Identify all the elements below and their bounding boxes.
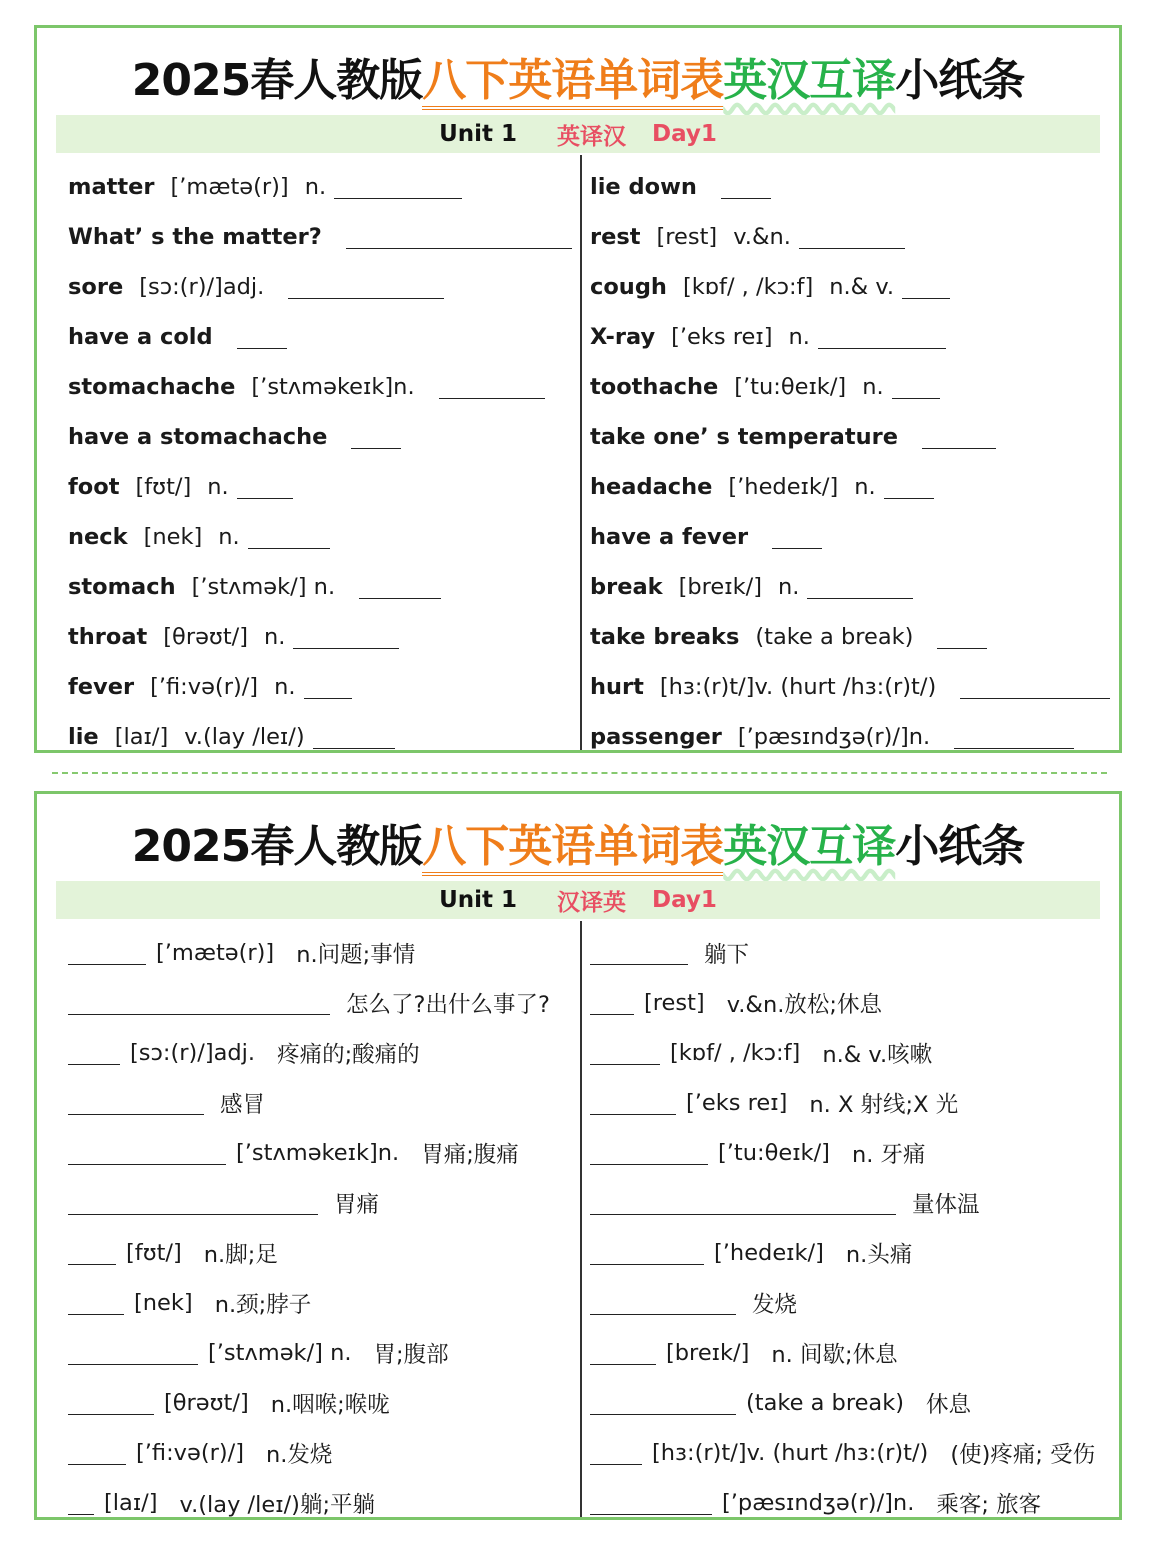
phonetic: [’hedeɪk/]	[728, 474, 839, 500]
phonetic: [rest]	[644, 990, 705, 1016]
answer-blank[interactable]	[590, 1392, 736, 1415]
phonetic: [’mætə(r)]	[156, 940, 275, 966]
chinese-meaning: 胃痛	[334, 1192, 380, 1218]
answer-blank[interactable]	[590, 1292, 736, 1315]
phonetic: [laɪ/]	[104, 1490, 158, 1516]
phonetic: [laɪ/]	[114, 724, 169, 750]
answer-blank[interactable]	[721, 176, 771, 199]
vocab-row	[590, 1478, 1110, 1528]
english-word: neck	[68, 524, 128, 550]
answer-blank[interactable]	[68, 1342, 198, 1365]
answer-blank[interactable]	[892, 376, 940, 399]
vocab-row	[590, 978, 1110, 1028]
english-word: lie down	[590, 174, 697, 200]
vocab-row	[68, 1028, 573, 1078]
answer-blank[interactable]	[288, 276, 444, 299]
answer-blank[interactable]	[590, 1242, 704, 1265]
vocab-row	[590, 462, 1110, 512]
answer-blank[interactable]	[902, 276, 950, 299]
part-of-speech: n.	[788, 324, 810, 350]
answer-blank[interactable]	[68, 1042, 120, 1065]
answer-blank[interactable]	[590, 1042, 660, 1065]
english-word: X-ray	[590, 324, 656, 350]
unit-band	[56, 115, 1100, 153]
phonetic: [’mætə(r)]	[170, 174, 289, 200]
answer-blank[interactable]	[590, 1142, 708, 1165]
unit-label: Unit 1	[439, 887, 518, 913]
english-word: stomachache	[68, 374, 236, 400]
answer-blank[interactable]	[68, 1292, 124, 1315]
chinese-meaning: v.(lay /leɪ/)躺;平躺	[179, 1492, 376, 1518]
vocab-row	[68, 312, 573, 362]
chinese-meaning: n.发烧	[266, 1442, 333, 1468]
vocab-row	[590, 562, 1110, 612]
vocab-row	[590, 1228, 1110, 1278]
answer-blank[interactable]	[351, 426, 401, 449]
vocab-row	[590, 612, 1110, 662]
vocab-row	[68, 412, 573, 462]
unit-band	[56, 881, 1100, 919]
vocab-row	[590, 1178, 1110, 1228]
phonetic: [θrəʊt/]	[163, 624, 248, 650]
chinese-meaning: 休息	[926, 1392, 972, 1418]
vocab-row	[68, 1178, 573, 1228]
answer-blank[interactable]	[68, 1442, 126, 1465]
page-title	[37, 810, 1119, 874]
column-divider	[580, 921, 582, 1517]
vocab-row	[590, 1278, 1110, 1328]
vocab-row	[68, 1278, 573, 1328]
phonetic: [fʊt/]	[135, 474, 192, 500]
column-divider	[580, 155, 582, 750]
answer-blank[interactable]	[807, 576, 913, 599]
phonetic: [hɜ:(r)t/]v. (hurt /hɜ:(r)t/)	[652, 1440, 929, 1466]
vocab-row	[68, 928, 573, 978]
vocab-row	[590, 362, 1110, 412]
vocab-row	[590, 712, 1110, 762]
answer-blank[interactable]	[68, 1092, 204, 1115]
chinese-meaning: n.头痛	[845, 1242, 913, 1268]
answer-blank[interactable]	[68, 1392, 154, 1415]
answer-blank[interactable]	[237, 326, 287, 349]
phonetic: [’tu:θeɪk/]	[734, 374, 847, 400]
english-word: hurt	[590, 674, 644, 700]
english-word: have a stomachache	[68, 424, 328, 450]
answer-blank[interactable]	[346, 226, 572, 249]
answer-blank[interactable]	[359, 576, 441, 599]
phonetic: [’eks reɪ]	[686, 1090, 788, 1116]
left-column	[68, 162, 573, 762]
chinese-meaning: n. 间歇;休息	[771, 1342, 898, 1368]
chinese-meaning: 胃痛;腹痛	[421, 1142, 519, 1168]
answer-blank[interactable]	[922, 426, 996, 449]
phonetic: [’hedeɪk/]	[714, 1240, 824, 1266]
phonetic: [’stʌməkeɪk]n.	[236, 1140, 400, 1166]
unit-label: Unit 1	[439, 121, 518, 147]
english-word: have a cold	[68, 324, 213, 350]
english-word: sore	[68, 274, 124, 300]
phonetic: [breɪk/]	[666, 1340, 750, 1366]
answer-blank[interactable]	[68, 1242, 116, 1265]
answer-blank[interactable]	[68, 992, 330, 1015]
part-of-speech: n.	[264, 624, 286, 650]
title-part-a: 2025春人教版	[131, 821, 423, 872]
day-label: Day1	[652, 887, 717, 913]
english-word: passenger	[590, 724, 722, 750]
vocab-row	[68, 978, 573, 1028]
vocab-row	[68, 262, 573, 312]
phonetic: [breɪk/]	[678, 574, 763, 600]
vocab-row	[68, 1478, 573, 1528]
vocab-row	[590, 312, 1110, 362]
worksheet-card-en-to-cn	[34, 25, 1122, 753]
vocab-row	[68, 1228, 573, 1278]
answer-blank[interactable]	[68, 942, 146, 965]
part-of-speech: v.(lay /leɪ/)	[184, 724, 305, 750]
vocab-row	[590, 162, 1110, 212]
english-word: What’ s the matter?	[68, 224, 322, 250]
vocab-row	[68, 1378, 573, 1428]
answer-blank[interactable]	[590, 1342, 656, 1365]
english-word: fever	[68, 674, 135, 700]
part-of-speech: n.	[274, 674, 296, 700]
chinese-meaning: 发烧	[752, 1292, 798, 1318]
english-word: cough	[590, 274, 667, 300]
vocab-row	[590, 662, 1110, 712]
chinese-meaning: 怎么了?出什么事了?	[346, 992, 550, 1018]
title-part-a: 2025春人教版	[131, 55, 423, 106]
vocab-row	[68, 512, 573, 562]
vocab-row	[68, 612, 573, 662]
vocab-row	[68, 212, 573, 262]
vocab-row	[590, 1378, 1110, 1428]
answer-blank[interactable]	[937, 626, 987, 649]
left-column	[68, 928, 573, 1528]
vocab-row	[68, 1078, 573, 1128]
english-word: break	[590, 574, 663, 600]
phonetic: [’pæsɪndʒə(r)/]n.	[737, 724, 931, 750]
cut-line	[52, 772, 1107, 774]
answer-blank[interactable]	[334, 176, 462, 199]
phonetic: [’tu:θeɪk/]	[718, 1140, 830, 1166]
vocab-row	[68, 1128, 573, 1178]
worksheet-card-cn-to-en	[34, 791, 1122, 1520]
title-part-c: 英汉互译	[723, 821, 896, 872]
title-part-b: 八下英语单词表	[422, 821, 723, 876]
answer-blank[interactable]	[590, 992, 634, 1015]
answer-blank[interactable]	[960, 676, 1110, 699]
answer-blank[interactable]	[772, 526, 822, 549]
vocab-row	[68, 462, 573, 512]
phonetic: [’stʌmək/] n.	[208, 1340, 352, 1366]
english-word: toothache	[590, 374, 719, 400]
answer-blank[interactable]	[237, 476, 293, 499]
phonetic: [’pæsɪndʒə(r)/]n.	[722, 1490, 915, 1516]
english-word: rest	[590, 224, 641, 250]
answer-blank[interactable]	[590, 1192, 896, 1215]
part-of-speech: n.& v.	[829, 274, 895, 300]
english-word: take breaks	[590, 624, 740, 650]
phonetic: [’fi:və(r)/]	[136, 1440, 245, 1466]
part-of-speech: n.	[304, 174, 327, 200]
answer-blank[interactable]	[590, 1442, 642, 1465]
answer-blank[interactable]	[590, 942, 688, 965]
phonetic: [rest]	[656, 224, 718, 250]
part-of-speech: n.	[862, 374, 884, 400]
english-word: headache	[590, 474, 713, 500]
part-of-speech: v.&n.	[733, 224, 791, 250]
chinese-meaning: n.问题;事情	[296, 942, 416, 968]
phonetic: (take a break)	[755, 624, 914, 650]
english-word: lie	[68, 724, 99, 750]
english-word: stomach	[68, 574, 176, 600]
phonetic: [kɒf/ , /kɔ:f]	[670, 1040, 801, 1066]
answer-blank[interactable]	[590, 1492, 712, 1515]
answer-blank[interactable]	[954, 726, 1074, 749]
english-word: take one’ s temperature	[590, 424, 898, 450]
english-word: matter	[68, 174, 155, 200]
phonetic: [hɜ:(r)t/]v. (hurt /hɜ:(r)t/)	[659, 674, 937, 700]
chinese-meaning: 乘客; 旅客	[936, 1492, 1042, 1518]
vocab-row	[68, 162, 573, 212]
title-part-d: 小纸条	[895, 55, 1025, 106]
vocab-row	[590, 412, 1110, 462]
phonetic: [’fi:və(r)/]	[150, 674, 259, 700]
part-of-speech: n.	[207, 474, 229, 500]
answer-blank[interactable]	[590, 1092, 676, 1115]
phonetic: [θrəʊt/]	[164, 1390, 249, 1416]
vocab-row	[590, 1078, 1110, 1128]
vocab-row	[68, 662, 573, 712]
vocab-row	[68, 1428, 573, 1478]
chinese-meaning: n.颈;脖子	[214, 1292, 312, 1318]
english-word: foot	[68, 474, 120, 500]
vocab-row	[590, 1428, 1110, 1478]
vocab-row	[68, 1328, 573, 1378]
chinese-meaning: 感冒	[220, 1092, 266, 1118]
vocab-row	[68, 362, 573, 412]
english-word: throat	[68, 624, 148, 650]
title-part-b: 八下英语单词表	[422, 55, 723, 110]
chinese-meaning: n.咽喉;喉咙	[270, 1392, 390, 1418]
chinese-meaning: 躺下	[704, 942, 750, 968]
part-of-speech: n.	[218, 524, 240, 550]
phonetic: [kɒf/ , /kɔ:f]	[682, 274, 814, 300]
answer-blank[interactable]	[304, 676, 352, 699]
phonetic: [’stʌməkeɪk]n.	[251, 374, 415, 400]
phonetic: [nek]	[143, 524, 203, 550]
answer-blank[interactable]	[248, 526, 330, 549]
answer-blank[interactable]	[439, 376, 545, 399]
right-column	[590, 928, 1110, 1528]
day-label: Day1	[652, 121, 717, 147]
chinese-meaning: v.&n.放松;休息	[726, 992, 882, 1018]
phonetic: [sɔ:(r)/]adj.	[130, 1040, 256, 1066]
chinese-meaning: 量体温	[912, 1192, 980, 1218]
answer-blank[interactable]	[799, 226, 905, 249]
right-column	[590, 162, 1110, 762]
phonetic: [’eks reɪ]	[671, 324, 773, 350]
chinese-meaning: n. 牙痛	[851, 1142, 926, 1168]
vocab-row	[590, 928, 1110, 978]
part-of-speech: n.	[778, 574, 800, 600]
chinese-meaning: n.& v.咳嗽	[822, 1042, 933, 1068]
answer-blank[interactable]	[68, 1192, 318, 1215]
answer-blank[interactable]	[293, 626, 399, 649]
vocab-row	[590, 512, 1110, 562]
phonetic: [fʊt/]	[126, 1240, 182, 1266]
chinese-meaning: n. X 射线;X 光	[809, 1092, 959, 1118]
vocab-row	[590, 212, 1110, 262]
answer-blank[interactable]	[313, 726, 395, 749]
title-part-d: 小纸条	[895, 821, 1025, 872]
part-of-speech: n.	[854, 474, 876, 500]
mode-label: 汉译英	[557, 889, 627, 916]
vocab-row	[590, 1128, 1110, 1178]
phonetic: (take a break)	[746, 1390, 905, 1416]
phonetic: [’stʌmək/] n.	[191, 574, 336, 600]
answer-blank[interactable]	[818, 326, 946, 349]
english-word: have a fever	[590, 524, 749, 550]
chinese-meaning: (使)疼痛; 受伤	[950, 1442, 1096, 1468]
vocab-row	[590, 1328, 1110, 1378]
answer-blank[interactable]	[68, 1142, 226, 1165]
page-title	[37, 44, 1119, 108]
chinese-meaning: n.脚;足	[203, 1242, 278, 1268]
vocab-row	[68, 712, 573, 762]
vocab-row	[68, 562, 573, 612]
answer-blank[interactable]	[884, 476, 934, 499]
vocab-row	[590, 262, 1110, 312]
chinese-meaning: 疼痛的;酸痛的	[277, 1042, 420, 1068]
chinese-meaning: 胃;腹部	[373, 1342, 449, 1368]
phonetic: [nek]	[134, 1290, 193, 1316]
mode-label: 英译汉	[557, 123, 627, 150]
phonetic: [sɔ:(r)/]adj.	[139, 274, 265, 300]
answer-blank[interactable]	[68, 1492, 94, 1515]
vocab-row	[590, 1028, 1110, 1078]
title-part-c: 英汉互译	[723, 55, 896, 106]
